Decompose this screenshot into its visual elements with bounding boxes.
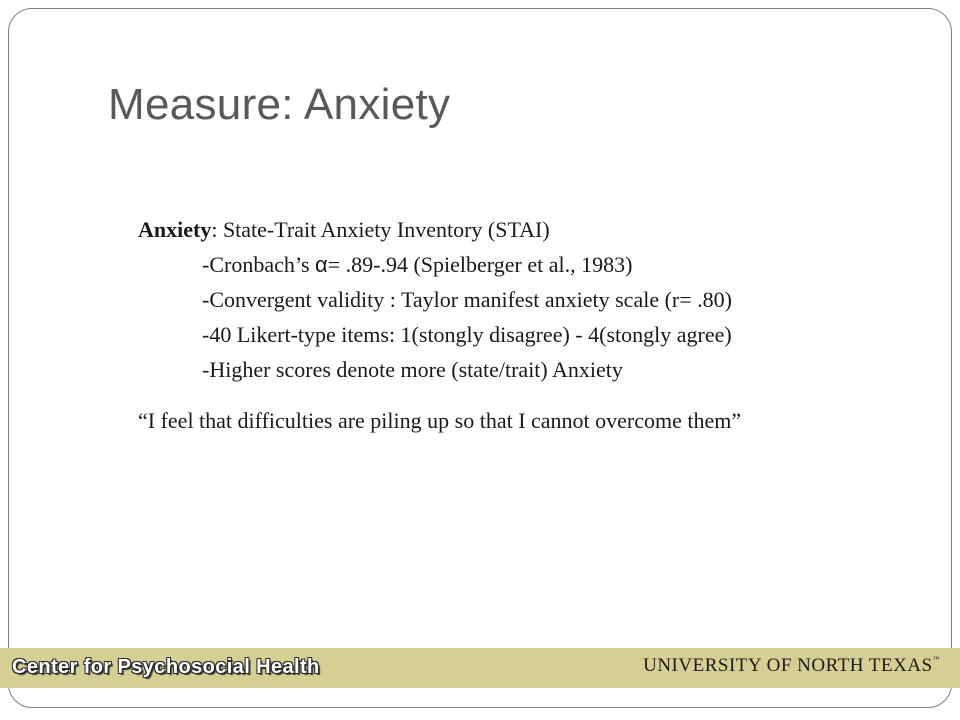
bullet-higher-scores: -Higher scores denote more (state/trait) Anxiety (202, 357, 623, 382)
center-name: Center for Psychosocial Health (12, 656, 320, 678)
slide-title: Measure: Anxiety (108, 80, 451, 129)
university-wordmark (643, 655, 940, 677)
university-name: UNIVERSITY OF NORTH TEXAS (643, 655, 933, 676)
bullet-convergent: -Convergent validity : Taylor manifest anxiety scale (r= .80) (202, 287, 732, 312)
heading-line (138, 212, 918, 247)
footer-band (0, 648, 960, 688)
heading-rest: : State-Trait Anxiety Inventory (STAI) (211, 217, 550, 242)
slide-body (138, 212, 918, 435)
bullet-cronbach (138, 247, 918, 282)
bullet-likert: -40 Likert-type items: 1(stongly disagree) - 4(stongly agree) (202, 322, 732, 347)
cronbach-pre: -Cronbach’s (202, 252, 316, 277)
heading-term: Anxiety (138, 217, 212, 242)
trademark-mark: ™ (932, 655, 940, 663)
sample-item-quote: “I feel that difficulties are piling up so that I cannot overcome them” (138, 408, 742, 433)
cronbach-post: = .89-.94 (Spielberger et al., 1983) (327, 252, 633, 277)
alpha-symbol: α (315, 252, 328, 277)
